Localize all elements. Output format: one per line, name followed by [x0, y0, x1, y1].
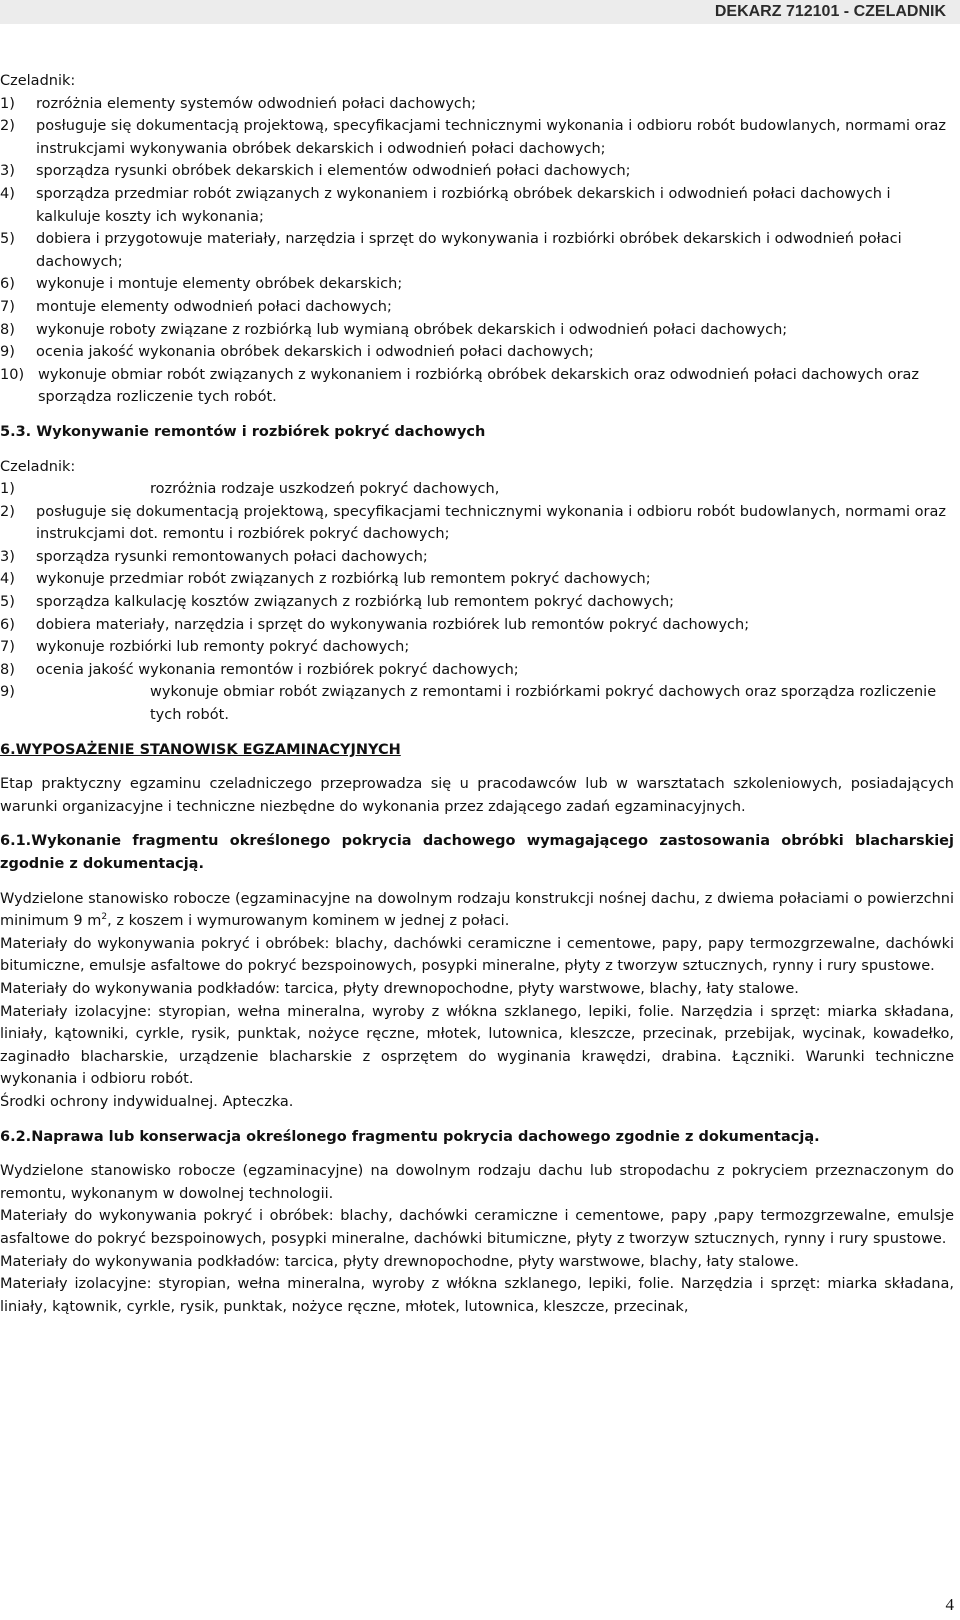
item-number: 7) — [0, 639, 15, 656]
list-item — [0, 364, 954, 409]
item-text: sporządza kalkulację kosztów związanych z rozbiórką lub remontem pokryć dachowych; — [36, 594, 675, 611]
section61-paragraph-5: Środki ochrony indywidualnej. Apteczka. — [0, 1093, 294, 1110]
item-number: 5) — [0, 594, 15, 611]
page-number: 4 — [945, 1595, 954, 1614]
document-body — [0, 70, 954, 1318]
item-text: dobiera materiały, narzędzia i sprzęt do wykonywania rozbiórek lub remontów pokryć dachowych; — [36, 616, 750, 633]
item-text: sporządza przedmiar robót związanych z wykonaniem i rozbiórką obróbek dekarskich i odwodnień połaci dachowych i kalkuluje koszty ich wykonania; — [36, 185, 891, 225]
item-number: 9) — [0, 344, 15, 361]
list-item — [0, 273, 954, 296]
item-text: sporządza rysunki obróbek dekarskich i elementów odwodnień połaci dachowych; — [36, 163, 631, 180]
item-number: 3) — [0, 163, 15, 180]
list2 — [0, 478, 954, 727]
item-text: wykonuje obmiar robót związanych z remontami i rozbiórkami pokryć dachowych oraz sporządza rozliczenie tych robót. — [150, 684, 937, 724]
list-item — [0, 659, 954, 682]
section61-p1-text-end: , z koszem i wymurowanym kominem w jednej z połaci. — [107, 913, 510, 930]
superscript: 2 — [101, 912, 108, 923]
section6-paragraph: Etap praktyczny egzaminu czeladniczego przeprowadza się u pracodawców lub w warsztatach szkoleniowych, posiadających warunki organizacyjne i techniczne niezbędne do wykonania przez zdającego zadań egzaminacyjnych. — [0, 776, 954, 815]
section62-paragraph-4: Materiały izolacyjne: styropian, wełna mineralna, wyroby z włókna szklanego, lepiki, folie. Narzędzia i sprzęt: miarka składana, liniały, kątownik, cyrkle, rysik, punktak, nożyce ręczne, młotek, lutownica, kleszcze, przecinak, — [0, 1276, 954, 1315]
item-number: 2) — [0, 503, 15, 520]
list-item — [0, 501, 954, 546]
list-item — [0, 681, 954, 726]
section62-paragraph-2: Materiały do wykonywania pokryć i obróbek: blachy, dachówki ceramiczne i cementowe, papy ,papy termozgrzewalne, emulsje asfaltowe do pokryć bezspoinowych, posypki mineralne, dachówki bitumiczne, płyty z tworzyw sztucznych, rynny i rury spustowe. — [0, 1208, 954, 1247]
item-text: posługuje się dokumentacją projektową, specyfikacjami technicznymi wykonania i odbioru robót budowlanych, normami oraz instrukcjami wykonywania obróbek dekarskich i odwodnień połaci dachowych; — [36, 118, 946, 157]
item-text: sporządza rysunki remontowanych połaci dachowych; — [36, 548, 428, 565]
item-text: dobiera i przygotowuje materiały, narzędzia i sprzęt do wykonywania i rozbiórki obróbek dekarskich i odwodnień połaci dachowych; — [36, 231, 902, 270]
list1-intro: Czeladnik: — [0, 73, 76, 89]
list-item — [0, 478, 954, 501]
list-item — [0, 93, 954, 116]
section61-paragraph-1 — [0, 888, 954, 933]
item-number: 4) — [0, 571, 15, 588]
item-text: ocenia jakość wykonania obróbek dekarskich i odwodnień połaci dachowych; — [36, 344, 594, 361]
list-item — [0, 546, 954, 569]
item-number: 9) — [0, 684, 15, 701]
item-number: 6) — [0, 276, 15, 293]
list-item — [0, 115, 954, 160]
item-text: posługuje się dokumentacją projektową, specyfikacjami technicznymi wykonania i odbioru robót budowlanych, normami oraz instrukcjami dot. remontu i rozbiórek pokryć dachowych; — [36, 503, 946, 543]
item-number: 8) — [0, 321, 15, 338]
list1 — [0, 93, 954, 409]
list-item — [0, 183, 954, 228]
item-number: 2) — [0, 118, 15, 135]
item-text: wykonuje przedmiar robót związanych z rozbiórką lub remontem pokryć dachowych; — [36, 571, 651, 588]
item-number: 1) — [0, 95, 15, 112]
list-item — [0, 591, 954, 614]
item-number: 8) — [0, 661, 15, 678]
list-item — [0, 319, 954, 342]
section-heading-6-1: 6.1.Wykonanie fragmentu określonego pokrycia dachowego wymagającego zastosowania obróbki blacharskiej zgodnie z dokumentacją. — [0, 833, 954, 872]
list2-intro: Czeladnik: — [0, 458, 76, 475]
section-heading-6: 6.WYPOSAŻENIE STANOWISK EGZAMINACYJNYCH — [0, 741, 401, 758]
item-text: wykonuje obmiar robót związanych z wykonaniem i rozbiórką obróbek dekarskich oraz odwodnień połaci dachowych oraz sporządza rozliczenie tych robót. — [38, 366, 920, 406]
item-text: ocenia jakość wykonania remontów i rozbiórek pokryć dachowych; — [36, 661, 519, 678]
section61-paragraph-3: Materiały do wykonywania podkładów: tarcica, płyty drewnopochodne, płyty warstwowe, blachy, łaty stalowe. — [0, 980, 799, 997]
item-text: wykonuje roboty związane z rozbiórką lub wymianą obróbek dekarskich i odwodnień połaci dachowych; — [36, 321, 788, 338]
list-item — [0, 228, 954, 273]
section61-paragraph-4: Materiały izolacyjne: styropian, wełna mineralna, wyroby z włókna szklanego, lepiki, folie. Narzędzia i sprzęt: miarka składana, liniały, kątowniki, cyrkle, rysik, punktak, nożyce ręczne, młotek, lutownica, kleszcze, przecinak, przebijak, wycinak, kowadełko, zaginadło blacharskie, urządzenie blacharskie z osprzętem do wyginania krawędzi, drabina. Łączniki. Warunki techniczne wykonania i odbioru robót. — [0, 1003, 954, 1088]
list-item — [0, 341, 954, 364]
item-number: 3) — [0, 548, 15, 565]
item-number: 7) — [0, 298, 15, 315]
list-item — [0, 296, 954, 319]
section61-p1-text: Wydzielone stanowisko robocze (egzaminacyjne na dowolnym rodzaju konstrukcji nośnej dachu, z dwiema połaciami o powierzchni minimum 9 m — [0, 890, 954, 930]
list-item — [0, 636, 954, 659]
item-text: rozróżnia rodzaje uszkodzeń pokryć dachowych, — [150, 481, 500, 498]
list-item — [0, 614, 954, 637]
section-heading-5-3: 5.3. Wykonywanie remontów i rozbiórek pokryć dachowych — [0, 423, 486, 440]
section-heading-6-2: 6.2.Naprawa lub konserwacja określonego fragmentu pokrycia dachowego zgodnie z dokumentacją. — [0, 1128, 820, 1145]
list-item — [0, 160, 954, 183]
section62-paragraph-3: Materiały do wykonywania podkładów: tarcica, płyty drewnopochodne, płyty warstwowe, blachy, łaty stalowe. — [0, 1253, 799, 1270]
section61-paragraph-2: Materiały do wykonywania pokryć i obróbek: blachy, dachówki ceramiczne i cementowe, papy, papy termozgrzewalne, dachówki bitumiczne, emulsje asfaltowe do pokryć bezspoinowych, posypki mineralne, płyty z tworzyw sztucznych, rynny i rury spustowe. — [0, 935, 954, 975]
item-text: rozróżnia elementy systemów odwodnień połaci dachowych; — [36, 95, 476, 112]
item-number: 10) — [0, 366, 25, 383]
list-item — [0, 568, 954, 591]
item-text: wykonuje i montuje elementy obróbek dekarskich; — [36, 276, 403, 293]
item-number: 4) — [0, 185, 15, 202]
item-number: 1) — [0, 481, 15, 498]
section62-paragraph-1: Wydzielone stanowisko robocze (egzaminacyjne) na dowolnym rodzaju dachu lub stropodachu z pokryciem przeznaczonym do remontu, wykonanym w dowolnej technologii. — [0, 1163, 954, 1202]
item-number: 5) — [0, 231, 15, 248]
page-header: DEKARZ 712101 - CZELADNIK — [0, 0, 960, 24]
item-text: montuje elementy odwodnień połaci dachowych; — [36, 298, 392, 315]
item-number: 6) — [0, 616, 15, 633]
item-text: wykonuje rozbiórki lub remonty pokryć dachowych; — [36, 639, 410, 656]
